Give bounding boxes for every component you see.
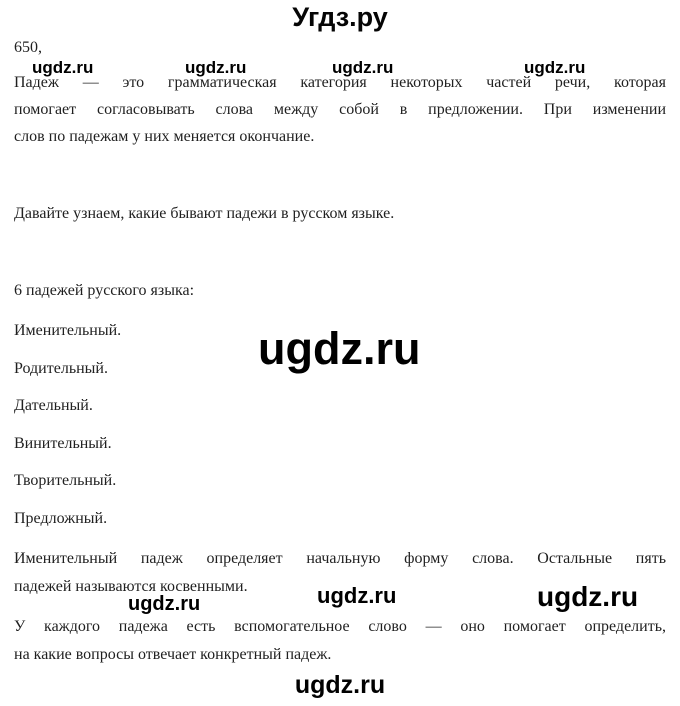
watermark-ugdz: ugdz.ru (294, 671, 386, 699)
cases-list-intro (14, 277, 666, 304)
exercise-number: 650, (14, 39, 42, 56)
watermark-ugdz: ugdz.ru (332, 58, 394, 77)
case-item: Именительный. (14, 322, 122, 339)
watermark-ugdz: ugdz.ru (258, 323, 421, 374)
paragraph-line: помогает согласовывать слова между собой в предложении. При изменении (14, 101, 666, 118)
paragraph-line: Падеж — это грамматическая категория некоторых частей речи, которая (14, 74, 666, 91)
watermark-ugdz: ugdz.ru (32, 58, 94, 77)
paragraph-helper-word (14, 613, 666, 669)
watermark-ugdz: ugdz.ru (128, 593, 201, 615)
case-item: Предложный. (14, 509, 108, 527)
paragraph-line: Давайте узнаем, какие бывают падежи в русском языке. (14, 205, 395, 222)
watermark-ugdz: ugdz.ru (537, 581, 639, 612)
case-item: Дательный. (14, 397, 93, 415)
watermark-ugdz: ugdz.ru (524, 58, 586, 77)
paragraph-lets-learn (14, 200, 666, 227)
watermark-ugdz: ugdz.ru (185, 58, 247, 77)
paragraph-case-definition (14, 69, 666, 150)
paragraph-line: слов по падежам у них меняется окончание. (14, 128, 315, 145)
case-item: Творительный. (14, 472, 117, 490)
paragraph-line: падежей называются косвенными. (14, 578, 248, 595)
paragraph-line: 6 падежей русского языка: (14, 282, 195, 299)
case-item: Родительный. (14, 359, 108, 377)
site-title: Угдз.ру (292, 2, 388, 32)
paragraph-line: У каждого падежа есть вспомогательное слово — оно помогает определить, (14, 618, 666, 635)
paragraph-line: Именительный падеж определяет начальную форму слова. Остальные пять (14, 550, 666, 567)
paragraph-line: на какие вопросы отвечает конкретный падеж. (14, 646, 332, 663)
case-item: Винительный. (14, 434, 112, 452)
watermark-ugdz: ugdz.ru (317, 583, 397, 608)
